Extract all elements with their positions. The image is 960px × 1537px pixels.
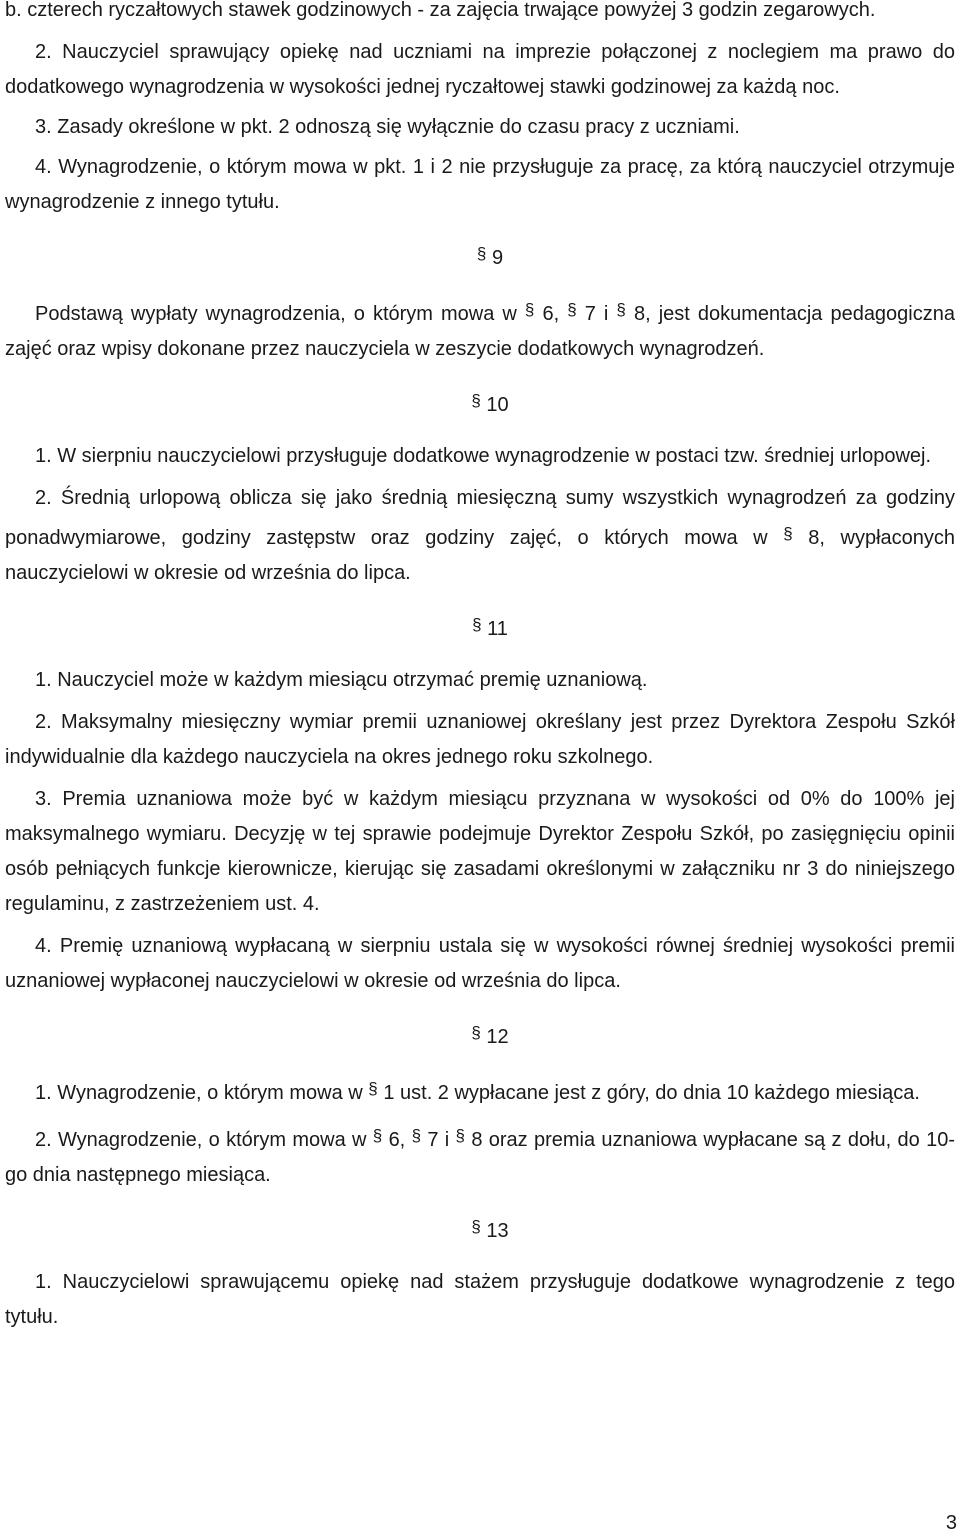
paragraph-10-2-text-a: 2. Średnią urlopową oblicza się jako średnią miesięczną sumy wszystkich wynagrodzeń za godziny ponadwymiarowe, godziny zastępstw oraz godziny zajęć, o których mowa w xyxy=(5,487,955,549)
paragraph-12-2-text-d: 8 oraz premia uznaniowa wypłacane są z dołu, do 10-go dnia następnego miesiąca. xyxy=(5,1129,955,1186)
paragraph-11-4: 4. Premię uznaniową wypłacaną w sierpniu ustala się w wysokości równej średniej wysokości premii uznaniowej wypłaconej nauczycielowi w okresie od września do lipca. xyxy=(5,935,955,992)
section-13-heading xyxy=(5,1209,955,1249)
paragraph-10-2-text-b: 8, wypłaconych nauczycielowi w okresie od września do lipca. xyxy=(5,527,955,584)
paragraph-10-1: 1. W sierpniu nauczycielowi przysługuje dodatkowe wynagrodzenie w postaci tzw. średniej urlopowej. xyxy=(35,445,932,467)
paragraph-12-2-text-b: 6, xyxy=(388,1129,406,1151)
section-9-heading xyxy=(5,236,955,276)
paragraph-10-2 xyxy=(5,481,955,591)
section-sign: § xyxy=(783,524,793,543)
list-item-b: b. czterech ryczałtowych stawek godzinowych - za zajęcia trwające powyżej 3 godzin zegarowych. xyxy=(5,0,876,21)
paragraph-8-3: 3. Zasady określone w pkt. 2 odnoszą się wyłącznie do czasu pracy z uczniami. xyxy=(35,116,740,138)
section-sign: § xyxy=(411,1126,422,1145)
paragraph-9-text-c: 7 i xyxy=(584,303,609,325)
section-11-heading xyxy=(5,607,955,647)
section-sign: § xyxy=(471,391,481,410)
section-sign: § xyxy=(616,300,626,319)
section-sign: § xyxy=(471,1023,481,1042)
section-sign: § xyxy=(368,1079,378,1098)
paragraph-12-2-text-c: 7 i xyxy=(427,1129,450,1151)
section-sign: § xyxy=(567,300,577,319)
section-10-heading xyxy=(5,383,955,423)
section-sign: § xyxy=(472,615,482,634)
section-sign: § xyxy=(524,300,535,319)
section-10-number: 10 xyxy=(486,394,509,416)
paragraph-9-text-b: 6, xyxy=(542,303,560,325)
paragraph-9 xyxy=(5,292,955,367)
paragraph-9-text-a: Podstawą wypłaty wynagrodzenia, o którym mowa w xyxy=(35,303,517,325)
paragraph-11-2: 2. Maksymalny miesięczny wymiar premii uznaniowej określany jest przez Dyrektora Zespołu Szkół indywidualnie dla każdego nauczyciela na okres jednego roku szkolnego. xyxy=(5,711,955,768)
document-body xyxy=(5,0,955,1335)
section-sign: § xyxy=(372,1126,383,1145)
section-13-number: 13 xyxy=(486,1220,509,1242)
section-12-number: 12 xyxy=(486,1026,509,1048)
section-11-number: 11 xyxy=(487,618,508,640)
paragraph-12-2-text-a: 2. Wynagrodzenie, o którym mowa w xyxy=(35,1129,367,1151)
section-sign: § xyxy=(455,1126,465,1145)
paragraph-12-1 xyxy=(5,1071,955,1111)
section-12-heading xyxy=(5,1015,955,1055)
paragraph-9-text-d: 8, jest dokumentacja pedagogiczna zajęć oraz wpisy dokonane przez nauczyciela w zeszycie dodatkowych wynagrodzeń. xyxy=(5,303,955,360)
paragraph-11-1: 1. Nauczyciel może w każdym miesiącu otrzymać premię uznaniową. xyxy=(35,669,648,691)
paragraph-8-2: 2. Nauczyciel sprawujący opiekę nad uczniami na imprezie połączonej z noclegiem ma prawo do dodatkowego wynagrodzenia w wysokości jednej ryczałtowej stawki godzinowej za każdą noc. xyxy=(5,41,955,98)
paragraph-12-1-text-a: 1. Wynagrodzenie, o którym mowa w xyxy=(35,1082,363,1104)
section-sign: § xyxy=(476,244,487,263)
paragraph-12-2 xyxy=(5,1118,955,1193)
paragraph-11-3: 3. Premia uznaniowa może być w każdym miesiącu przyznana w wysokości od 0% do 100% jej maksymalnego wymiaru. Decyzję w tej sprawie podejmuje Dyrektor Zespołu Szkół, po zasięgnięciu opinii osób pełniących funkcje kierownicze, kierując się zasadami określonymi w załączniku nr 3 do niniejszego regulaminu, z zastrzeżeniem ust. 4. xyxy=(5,788,955,915)
section-9-number: 9 xyxy=(491,247,504,269)
paragraph-8-4: 4. Wynagrodzenie, o którym mowa w pkt. 1 i 2 nie przysługuje za pracę, za którą nauczyciel otrzymuje wynagrodzenie z innego tytułu. xyxy=(5,156,955,213)
page-number: 3 xyxy=(945,1512,957,1534)
paragraph-13-1: 1. Nauczycielowi sprawującemu opiekę nad stażem przysługuje dodatkowe wynagrodzenie z tego tytułu. xyxy=(5,1271,955,1328)
section-sign: § xyxy=(471,1217,481,1236)
paragraph-12-1-text-b: 1 ust. 2 wypłacane jest z góry, do dnia 10 każdego miesiąca. xyxy=(383,1082,920,1104)
